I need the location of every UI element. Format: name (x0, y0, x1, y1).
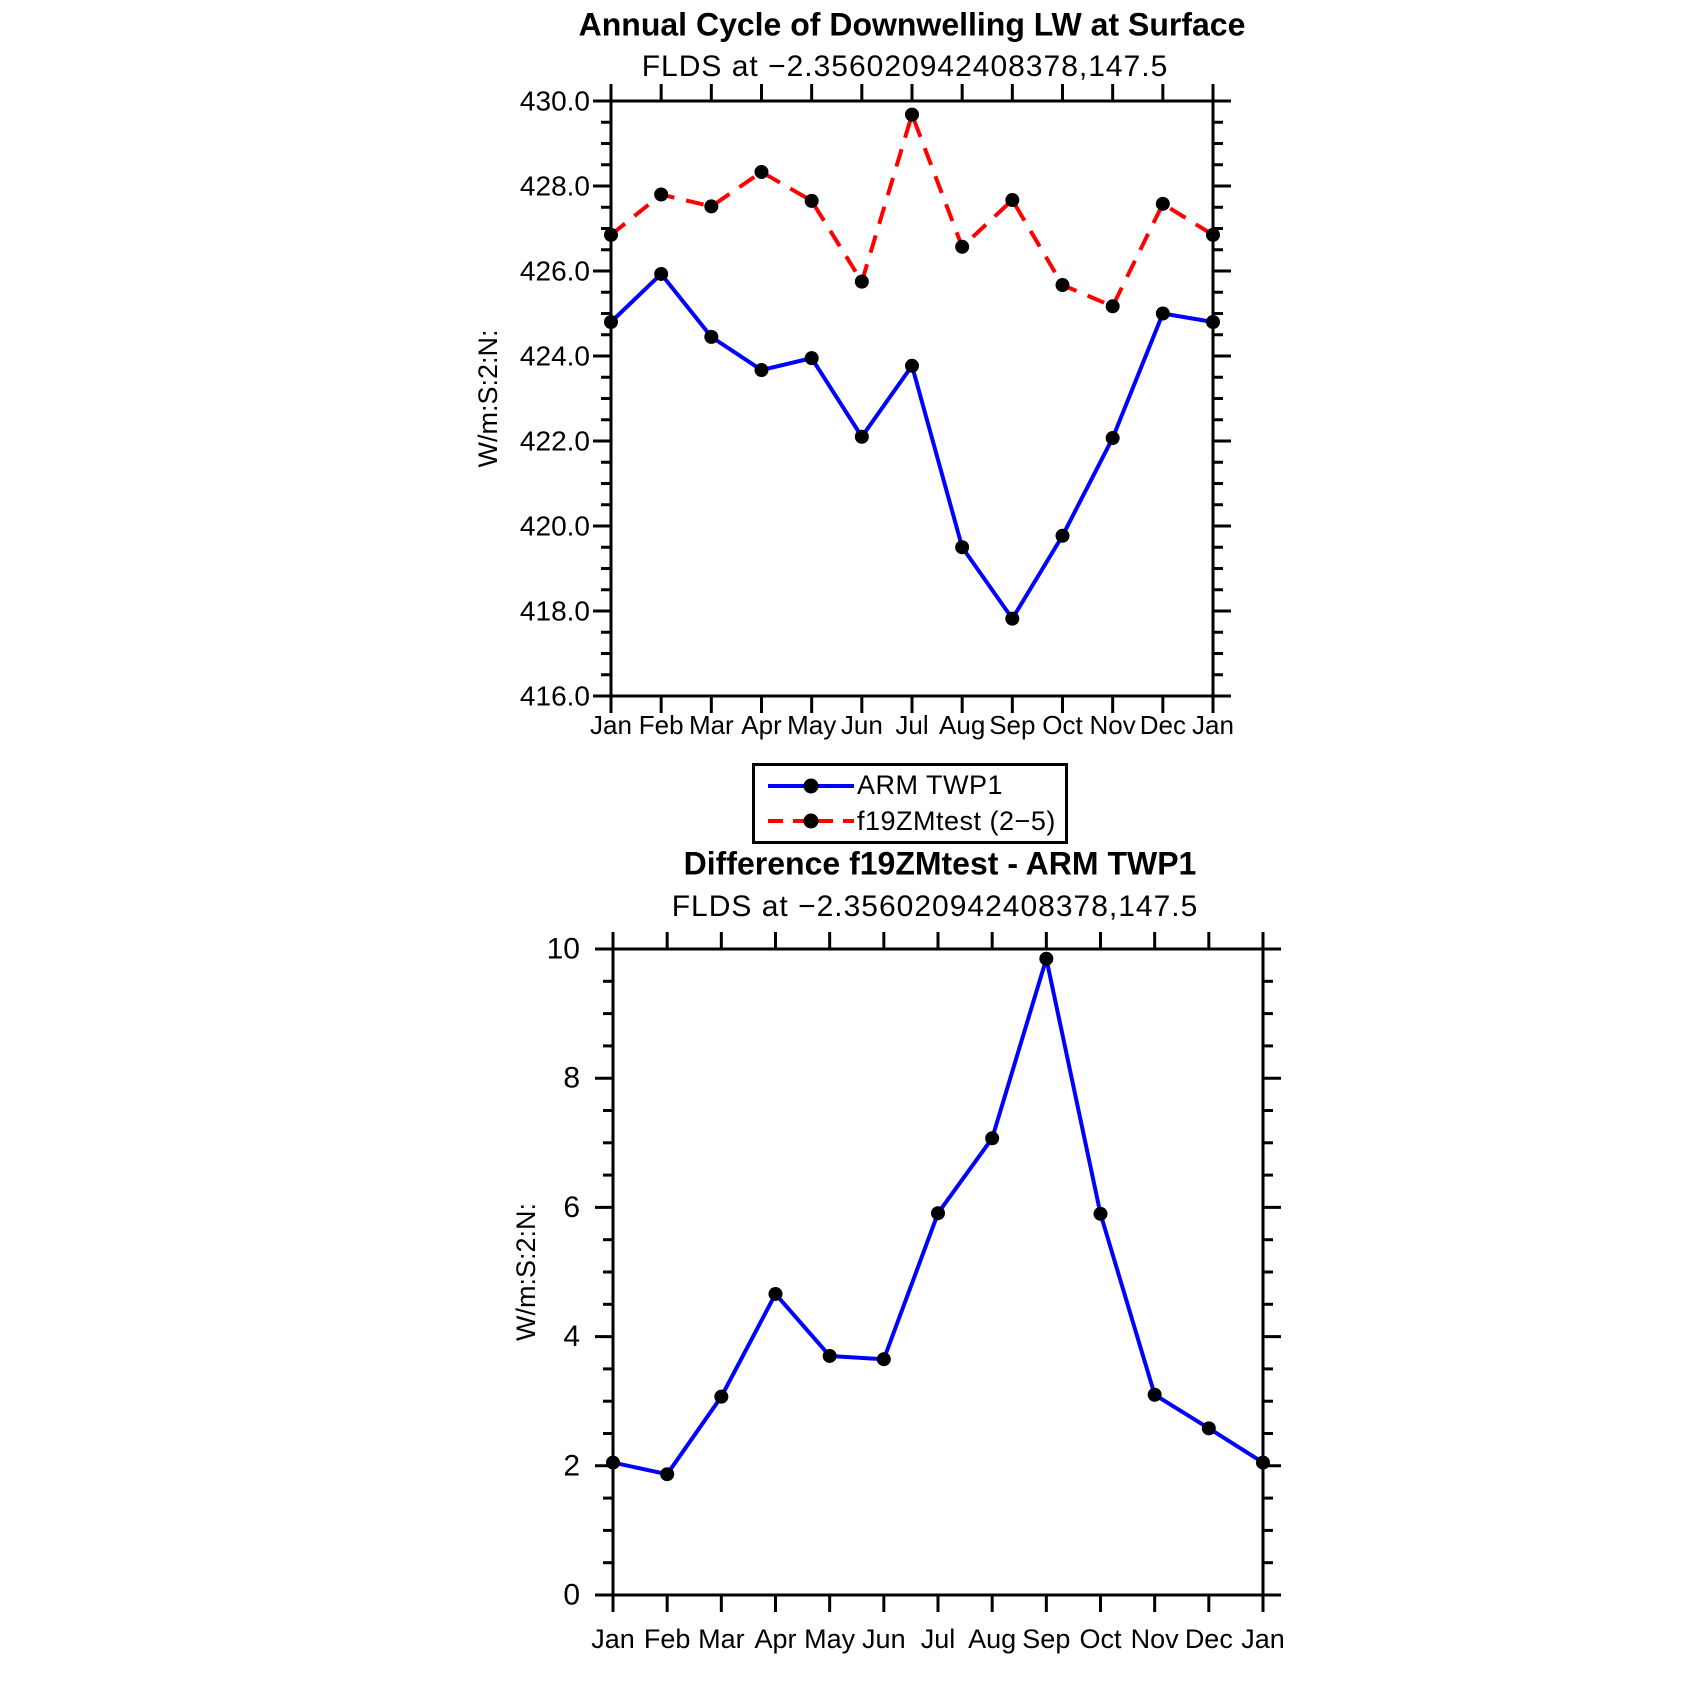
data-point-marker (769, 1287, 783, 1301)
bottom-chart-subtitle: FLDS at −2.356020942408378,147.5 (671, 890, 1199, 923)
data-point-marker (1202, 1421, 1216, 1435)
x-tick-label: Dec (1184, 1624, 1233, 1654)
x-tick-label: Feb (643, 1624, 691, 1654)
x-tick-label: Nov (1089, 710, 1136, 740)
x-tick-label: Oct (1079, 1624, 1122, 1654)
data-point-marker (604, 315, 618, 329)
legend-dashed-line-sample (762, 804, 857, 838)
data-point-marker (1206, 228, 1220, 242)
data-point-marker (905, 108, 919, 122)
y-tick-label: 426.0 (519, 255, 590, 287)
data-point-marker (654, 267, 668, 281)
data-point-marker (1148, 1388, 1162, 1402)
x-tick-label: Jan (590, 710, 632, 740)
y-tick-label: 418.0 (519, 595, 590, 627)
y-tick-label: 4 (563, 1320, 580, 1354)
data-point-marker (931, 1206, 945, 1220)
data-point-marker (877, 1352, 891, 1366)
legend-row-f19zmtest (762, 804, 1065, 838)
data-point-marker (1005, 612, 1019, 626)
x-tick-label: May (804, 1624, 856, 1654)
y-tick-label: 0 (563, 1578, 580, 1612)
series-line-f19zmtest-2-5- (611, 115, 1213, 307)
x-tick-label: Mar (688, 710, 734, 740)
y-axis-unit-label: W/m:S:2:N: (511, 1202, 541, 1342)
top-chart-title: Annual Cycle of Downwelling LW at Surface (578, 6, 1246, 43)
y-tick-label: 8 (563, 1061, 580, 1095)
x-tick-label: Aug (968, 1624, 1017, 1654)
data-point-marker (805, 351, 819, 365)
legend-marker-dot-icon (804, 814, 819, 829)
legend-label-f19zmtest: f19ZMtest (2−5) (857, 805, 1056, 836)
x-tick-label: Jan (591, 1624, 635, 1654)
x-tick-label: Nov (1130, 1624, 1179, 1654)
data-point-marker (755, 165, 769, 179)
y-tick-label: 428.0 (519, 170, 590, 202)
x-tick-label: Aug (939, 710, 986, 740)
x-tick-label: Jul (920, 1624, 956, 1654)
data-point-marker (1106, 299, 1120, 313)
y-tick-label: 6 (563, 1190, 580, 1224)
data-point-marker (606, 1456, 620, 1470)
data-point-marker (654, 188, 668, 202)
y-tick-label: 416.0 (519, 680, 590, 712)
x-tick-label: Jul (895, 710, 929, 740)
data-point-marker (955, 240, 969, 254)
data-point-marker (1005, 193, 1019, 207)
data-point-marker (855, 275, 869, 289)
data-point-marker (1156, 197, 1170, 211)
data-point-marker (985, 1131, 999, 1145)
chart-area-1 (511, 932, 1285, 1654)
x-tick-label: Jun (840, 710, 883, 740)
data-point-marker (1256, 1456, 1270, 1470)
x-tick-label: Sep (989, 710, 1036, 740)
legend (752, 763, 1068, 844)
y-tick-label: 430.0 (519, 85, 590, 117)
x-tick-label: Oct (1042, 710, 1083, 740)
y-tick-label: 420.0 (519, 510, 590, 542)
y-tick-label: 10 (546, 932, 580, 966)
data-point-marker (1156, 307, 1170, 321)
data-point-marker (704, 330, 718, 344)
data-point-marker (1056, 529, 1070, 543)
plot-frame (613, 949, 1263, 1595)
y-tick-label: 424.0 (519, 340, 590, 372)
data-point-marker (1056, 278, 1070, 292)
data-point-marker (955, 540, 969, 554)
legend-label-arm-twp1: ARM TWP1 (857, 770, 1004, 801)
data-point-marker (755, 363, 769, 377)
series-line-arm-twp1 (611, 274, 1213, 619)
x-tick-label: Jan (1241, 1624, 1285, 1654)
x-tick-label: Jan (1192, 710, 1234, 740)
legend-marker-dot-icon (804, 778, 819, 793)
data-point-marker (805, 194, 819, 208)
chart-area-0 (473, 84, 1234, 740)
data-point-marker (660, 1467, 674, 1481)
bottom-chart-title: Difference f19ZMtest - ARM TWP1 (683, 845, 1197, 882)
data-point-marker (823, 1349, 837, 1363)
data-point-marker (1039, 952, 1053, 966)
plot-frame (611, 101, 1213, 696)
data-point-marker (604, 228, 618, 242)
x-tick-label: Feb (638, 710, 684, 740)
y-tick-label: 422.0 (519, 425, 590, 457)
x-tick-label: Mar (698, 1624, 745, 1654)
y-axis-unit-label: W/m:S:2:N: (473, 329, 503, 468)
x-tick-label: May (787, 710, 837, 740)
x-tick-label: Apr (754, 1624, 797, 1654)
data-point-marker (1206, 315, 1220, 329)
x-tick-label: Dec (1139, 710, 1186, 740)
data-point-marker (1094, 1207, 1108, 1221)
top-chart-subtitle: FLDS at −2.356020942408378,147.5 (641, 50, 1169, 83)
x-tick-label: Jun (862, 1624, 906, 1654)
data-point-marker (704, 199, 718, 213)
data-point-marker (905, 359, 919, 373)
legend-row-arm-twp1 (762, 769, 1065, 803)
x-tick-label: Apr (741, 710, 782, 740)
data-point-marker (714, 1390, 728, 1404)
x-tick-label: Sep (1022, 1624, 1071, 1654)
data-point-marker (1106, 431, 1120, 445)
data-point-marker (855, 430, 869, 444)
legend-solid-line-sample (762, 769, 857, 803)
y-tick-label: 2 (563, 1449, 580, 1483)
